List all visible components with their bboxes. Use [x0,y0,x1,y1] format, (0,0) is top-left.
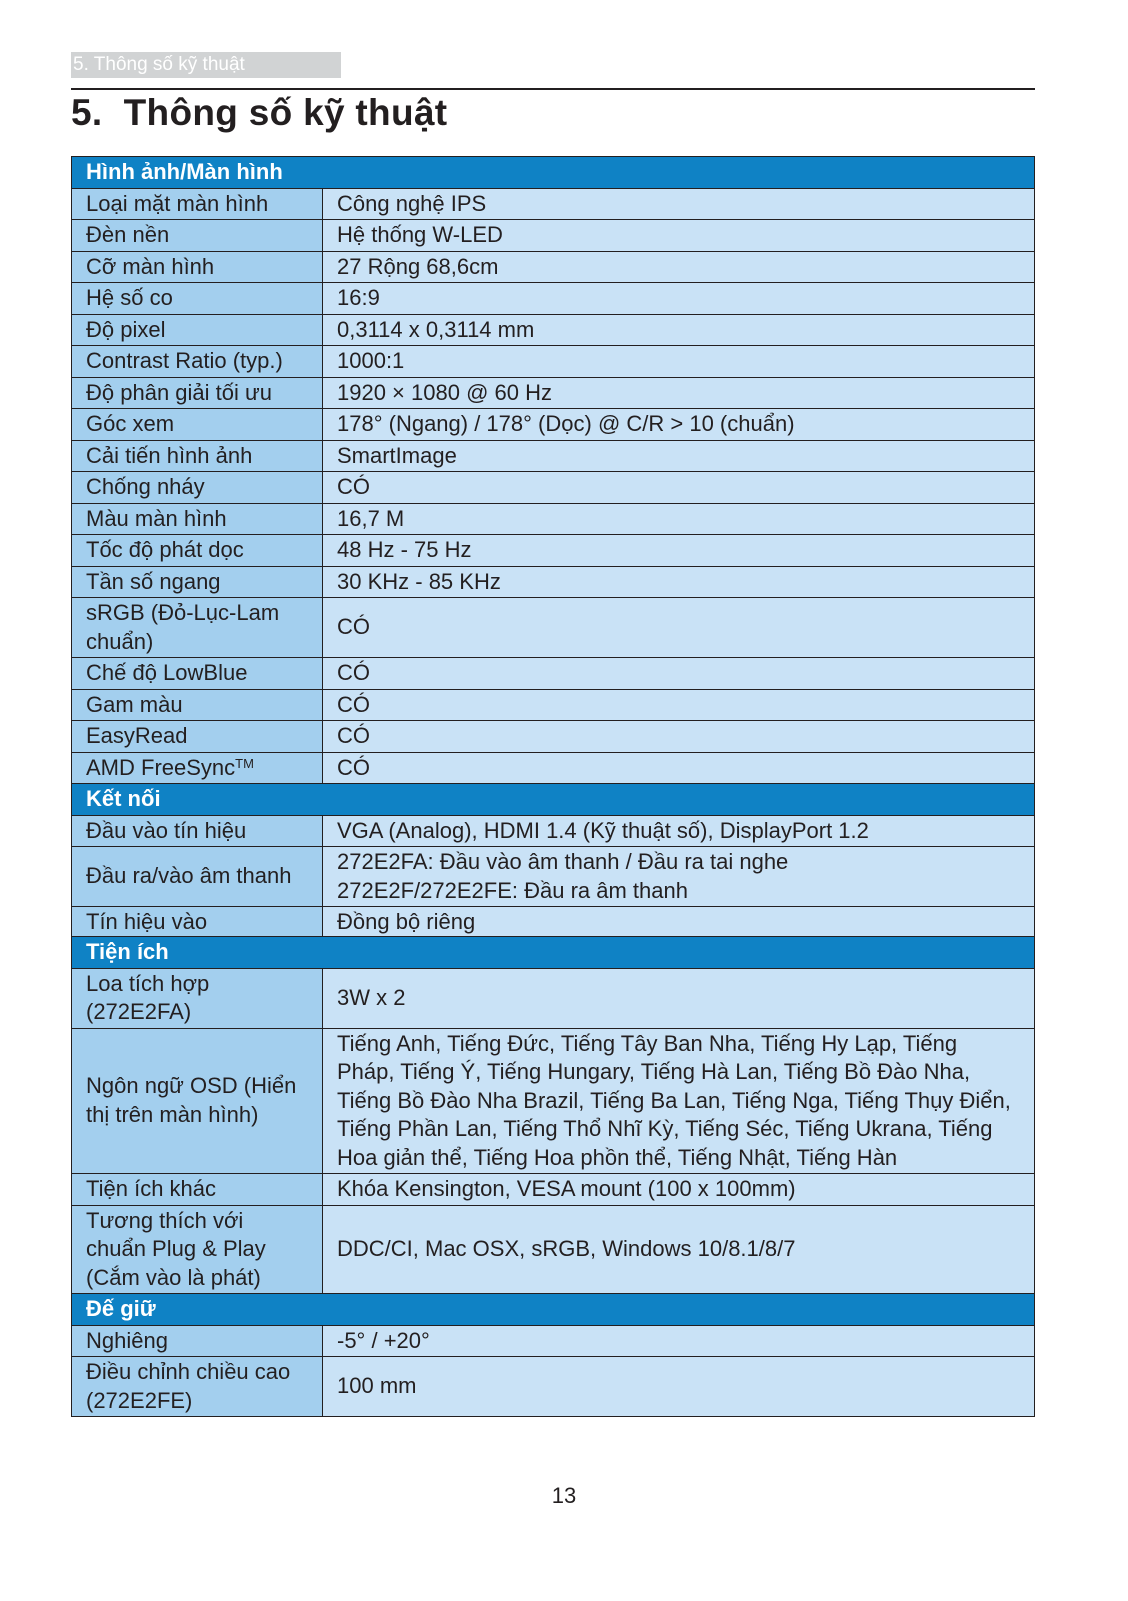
spec-row [72,503,1035,535]
spec-value: SmartImage [323,440,1035,472]
spec-row [72,472,1035,504]
spec-label-text: Đèn nền [86,222,170,247]
running-header-label: 5. Thông số kỹ thuật [73,54,245,75]
section-title: Đế giữ [72,1294,1035,1326]
spec-label-text: Độ pixel [86,316,166,342]
spec-label-text: Loại mặt màn hình [86,190,269,216]
spec-label [72,1205,323,1294]
spec-label [72,503,323,535]
spec-label [72,968,323,1028]
spec-label [72,752,323,784]
page-title-text: Thông số kỹ thuật [123,92,448,133]
spec-value: 16,7 M [323,503,1035,535]
spec-value: CÓ [323,472,1035,504]
spec-label-text: Contrast Ratio (typ.) [86,348,283,373]
section-header-row [72,157,1035,189]
spec-row [72,815,1035,847]
spec-row [72,440,1035,472]
spec-label-text: Tín hiệu vào [86,909,208,934]
spec-value: CÓ [323,598,1035,658]
spec-row [72,1357,1035,1417]
spec-label-text: Loa tích hợp (272E2FA) [86,970,210,1024]
section-title: Kết nối [72,784,1035,816]
section-header-row [72,1294,1035,1326]
spec-label [72,1174,323,1206]
spec-row [72,566,1035,598]
spec-row [72,689,1035,721]
spec-label-text: Màu màn hình [86,505,227,531]
spec-label [72,346,323,378]
spec-label-text: Cỡ màn hình [86,253,215,279]
spec-value: Khóa Kensington, VESA mount (100 x 100mm) [323,1174,1035,1206]
spec-label [72,535,323,567]
spec-label [72,251,323,283]
header-rule [71,88,1035,90]
running-header-tab [71,52,341,78]
spec-label-text: Ngôn ngữ OSD (Hiển thị trên màn hình) [86,1073,297,1127]
spec-row [72,346,1035,378]
spec-label [72,1028,323,1174]
spec-value: Tiếng Anh, Tiếng Đức, Tiếng Tây Ban Nha, Tiếng Hy Lạp, Tiếng Pháp, Tiếng Ý, Tiếng Hungary, Tiếng Hà Lan, Tiếng Bồ Đào Nha, Tiếng Bồ Đào Nha Brazil, Tiếng Ba Lan, Tiếng Nga, Tiếng Thụy Điển, Tiếng Phần Lan, Tiếng Thổ Nhĩ Kỳ, Tiếng Séc, Tiếng Ukrana, Tiếng Hoa giản thể, Tiếng Hoa phồn thể, Tiếng Nhật, Tiếng Hàn [323,1028,1035,1174]
spec-value: CÓ [323,752,1035,784]
spec-label-text: Chống nháy [86,474,205,499]
spec-label-text: Đầu vào tín hiệu [86,817,247,843]
spec-label [72,1325,323,1357]
spec-label-text: Điều chỉnh chiều cao (272E2FE) [86,1359,291,1413]
spec-row [72,283,1035,315]
spec-row [72,314,1035,346]
spec-value: Hệ thống W-LED [323,220,1035,252]
section-title: Hình ảnh/Màn hình [72,157,1035,189]
spec-row [72,658,1035,690]
spec-row [72,847,1035,907]
spec-label [72,815,323,847]
spec-label [72,440,323,472]
spec-label [72,472,323,504]
spec-label [72,907,323,939]
spec-value: 30 KHz - 85 KHz [323,566,1035,598]
spec-row [72,1028,1035,1174]
spec-table-convenience-stand [71,936,1035,1417]
spec-label [72,409,323,441]
section-header-row [72,784,1035,816]
spec-row [72,1174,1035,1206]
spec-label-text: AMD FreeSync [86,754,236,780]
trademark-superscript: TM [235,755,254,771]
spec-value: Công nghệ IPS [323,188,1035,220]
page-title-number: 5. [71,92,103,133]
spec-label [72,689,323,721]
spec-value: DDC/CI, Mac OSX, sRGB, Windows 10/8.1/8/7 [323,1205,1035,1294]
spec-label-text: Cải tiến hình ảnh [86,442,253,468]
spec-label-text: Hệ số co [86,285,173,310]
spec-label-text: Tốc độ phát dọc [86,537,244,562]
spec-label [72,658,323,690]
spec-value: 16:9 [323,283,1035,315]
spec-value: VGA (Analog), HDMI 1.4 (Kỹ thuật số), DisplayPort 1.2 [323,815,1035,847]
spec-value: 3W x 2 [323,968,1035,1028]
spec-label-text: Tần số ngang [86,568,221,594]
spec-label-text: Góc xem [86,411,175,436]
spec-row [72,377,1035,409]
spec-label [72,1357,323,1417]
spec-row [72,535,1035,567]
section-header-row [72,937,1035,969]
spec-value: 100 mm [323,1357,1035,1417]
spec-value: 272E2FA: Đầu vào âm thanh / Đầu ra tai nghe 272E2F/272E2FE: Đầu ra âm thanh [323,847,1035,907]
spec-row [72,251,1035,283]
spec-value: 178° (Ngang) / 178° (Dọc) @ C/R > 10 (chuẩn) [323,409,1035,441]
spec-label-text: Chế độ LowBlue [86,660,248,685]
section-title: Tiện ích [72,937,1035,969]
page-title [71,92,447,134]
spec-row [72,598,1035,658]
spec-label [72,847,323,907]
spec-value: CÓ [323,658,1035,690]
spec-label [72,721,323,753]
spec-row [72,721,1035,753]
spec-label [72,283,323,315]
spec-row [72,752,1035,784]
spec-table-display-connectivity [71,156,1035,939]
spec-value: CÓ [323,721,1035,753]
spec-row [72,907,1035,939]
spec-label-text: sRGB (Đỏ-Lục-Lam chuẩn) [86,600,280,654]
spec-label [72,598,323,658]
spec-label [72,314,323,346]
spec-row [72,968,1035,1028]
spec-row [72,188,1035,220]
spec-value: 27 Rộng 68,6cm [323,251,1035,283]
spec-label [72,188,323,220]
spec-label-text: Tiện ích khác [86,1176,217,1201]
spec-row [72,220,1035,252]
spec-label [72,566,323,598]
spec-row [72,409,1035,441]
spec-value: Đồng bộ riêng [323,907,1035,939]
spec-label-text: Đầu ra/vào âm thanh [86,863,292,889]
spec-row [72,1205,1035,1294]
spec-value: 0,3114 x 0,3114 mm [323,314,1035,346]
spec-value: 1920 × 1080 @ 60 Hz [323,377,1035,409]
spec-value: -5° / +20° [323,1325,1035,1357]
spec-label-text: EasyRead [86,723,188,748]
spec-label-text: Tương thích với chuẩn Plug & Play (Cắm vào là phát) [86,1207,266,1290]
spec-label-text: Gam màu [86,691,183,717]
spec-value: CÓ [323,689,1035,721]
spec-value: 1000:1 [323,346,1035,378]
spec-label [72,220,323,252]
spec-label [72,377,323,409]
spec-row [72,1325,1035,1357]
page-number: 13 [551,1483,577,1508]
spec-label-text: Độ phân giải tối ưu [86,379,272,405]
spec-label-text: Nghiêng [86,1327,168,1353]
spec-value: 48 Hz - 75 Hz [323,535,1035,567]
